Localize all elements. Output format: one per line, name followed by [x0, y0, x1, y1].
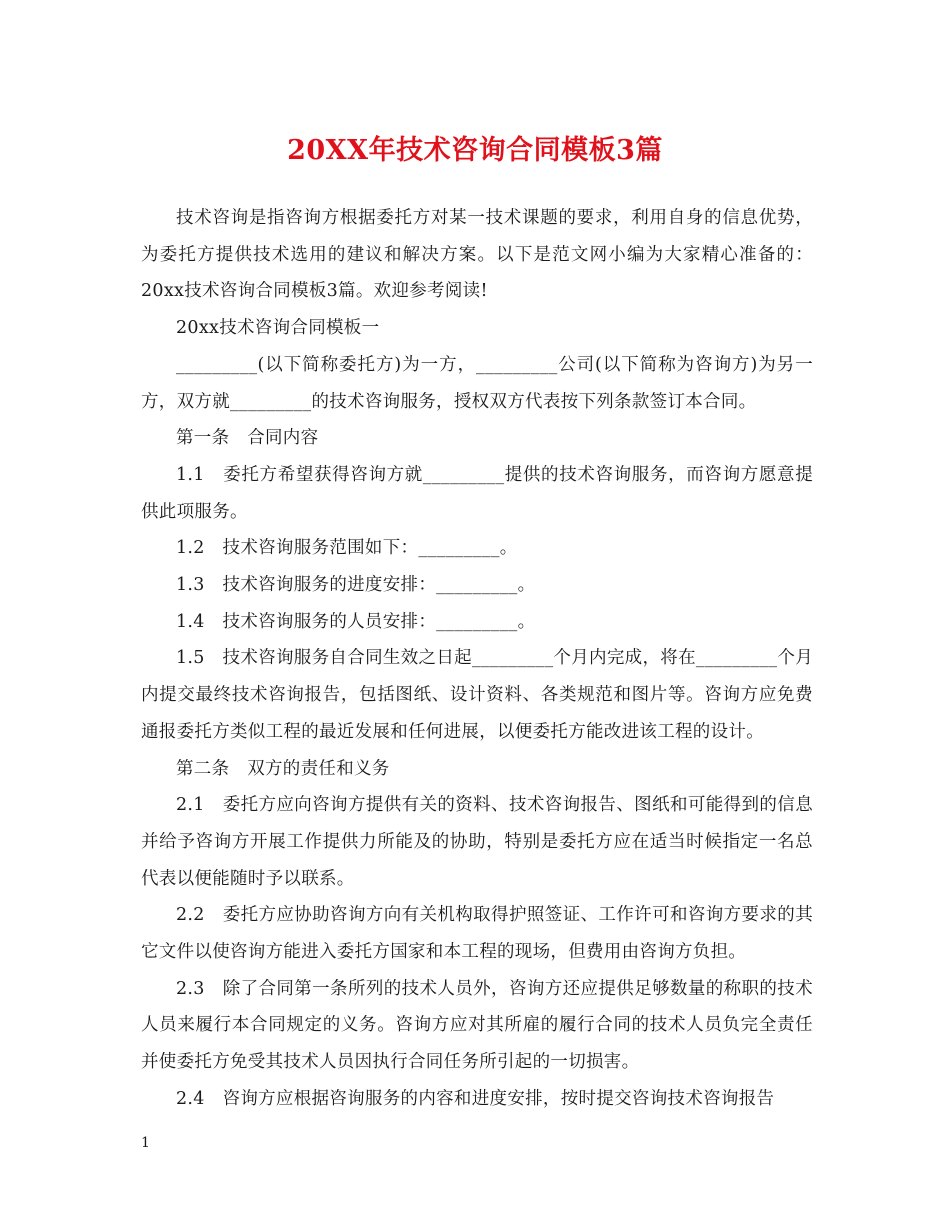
clause-2-4: 2.4 咨询方应根据咨询服务的内容和进度安排，按时提交咨询技术咨询报告	[176, 1088, 775, 1109]
clause-2-2: 2.2 委托方应协助咨询方向有关机构取得护照签证、工作许可和咨询方要求的其它文件以使咨询方能进入委托方国家和本工程的现场，但费用由咨询方负担。	[141, 905, 813, 963]
clause-1-1: 1.1 委托方希望获得咨询方就_________提供的技术咨询服务，而咨询方愿意提供此项服务。	[141, 464, 813, 522]
template-heading: 20xx技术咨询合同模板一	[176, 318, 380, 339]
clause-1-3: 1.3 技术咨询服务的进度安排：_________。	[176, 575, 536, 596]
intro-paragraph: 技术咨询是指咨询方根据委托方对某一技术课题的要求，利用自身的信息优势，为委托方提供技术选用的建议和解决方案。以下是范文网小编为大家精心准备的：20xx技术咨询合同模板3篇。欢迎参考阅读!	[141, 208, 813, 302]
clause-2-1: 2.1 委托方应向咨询方提供有关的资料、技术咨询报告、图纸和可能得到的信息并给予咨询方开展工作提供力所能及的协助，特别是委托方应在适当时候指定一名总代表以便能随时予以联系。	[141, 795, 813, 889]
clause-1-4: 1.4 技术咨询服务的人员安排：_________。	[176, 611, 536, 632]
article-2-heading: 第二条 双方的责任和义务	[176, 758, 390, 779]
document-body	[141, 200, 813, 1118]
clause-1-5: 1.5 技术咨询服务自合同生效之日起_________个月内完成，将在_________个月内提交最终技术咨询报告，包括图纸、设计资料、各类规范和图片等。咨询方应免费通报委托方类似工程的最近发展和任何进展，以便委托方能改进该工程的设计。	[141, 648, 813, 742]
page-number: 1	[141, 1135, 150, 1151]
article-1-heading: 第一条 合同内容	[176, 428, 319, 449]
parties-paragraph: _________(以下简称委托方)为一方，_________公司(以下简称为咨询方)为另一方，双方就_________的技术咨询服务，授权双方代表按下列条款签订本合同。	[141, 354, 813, 412]
document-title: 20XX年技术咨询合同模板3篇	[287, 135, 663, 166]
clause-1-2: 1.2 技术咨询服务范围如下：_________。	[176, 538, 518, 559]
clause-2-3: 2.3 除了合同第一条所列的技术人员外，咨询方还应提供足够数量的称职的技术人员来履行本合同规定的义务。咨询方应对其所雇的履行合同的技术人员负完全责任并使委托方免受其技术人员因执行合同任务所引起的一切损害。	[141, 978, 813, 1073]
